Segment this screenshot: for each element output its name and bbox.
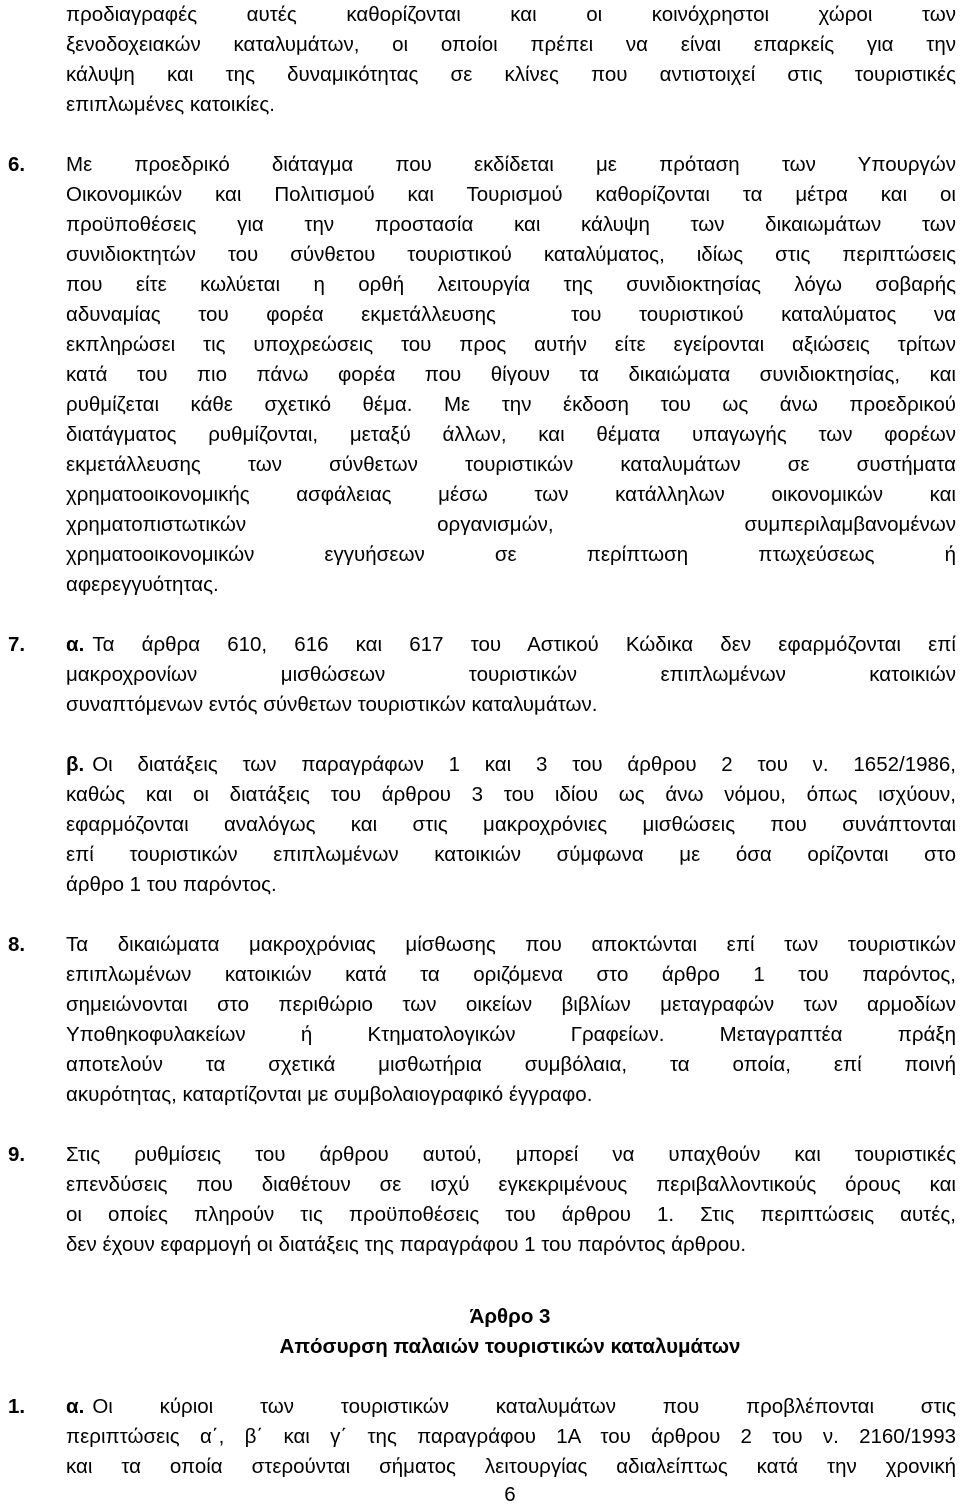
text-line: αποτελούν τα σχετικά μισθωτήρια συμβόλαια, τα οποία, επί ποινή [66,1053,956,1076]
text-line: προδιαγραφές αυτές καθορίζονται και οι κοινόχρηστοι χώροι των [66,3,956,26]
text-line: διατάγματος ρυθμίζονται, μεταξύ άλλων, και θέματα υπαγωγής των φορέων [66,423,956,446]
text-line: καθώς και οι διατάξεις του άρθρου 3 του ιδίου ως άνω νόμου, όπως ισχύουν, [66,783,956,806]
text-line: επενδύσεις που διαθέτουν σε ισχύ εγκεκριμένους περιβαλλοντικούς όρους και [66,1173,956,1196]
text-line: χρηματοπιστωτικών οργανισμών, συμπεριλαμβανομένων [66,513,956,536]
text-line: επιπλωμένες κατοικίες. [66,93,275,116]
text-line: δεν έχουν εφαρμογή οι διατάξεις της παραγράφου 1 του παρόντος άρθρου. [66,1233,747,1256]
text-line: Τα δικαιώματα μακροχρόνιας μίσθωσης που αποκτώνται επί των τουριστικών [66,933,956,956]
text-line: συναπτόμενων εντός σύνθετων τουριστικών καταλυμάτων. [66,693,598,716]
text-line: ακυρότητας, καταρτίζονται με συμβολαιογραφικό έγγραφο. [66,1083,593,1106]
page-number: 6 [504,1483,516,1506]
paragraph-number: 8. [8,933,26,956]
text-line: προϋποθέσεις για την προστασία και κάλυψη των δικαιωμάτων των [66,213,956,236]
text-line: εκμετάλλευσης των σύνθετων τουριστικών καταλυμάτων σε συστήματα [66,453,956,476]
text-line: οι οποίες πληρούν τις προϋποθέσεις του άρθρου 1. Στις περιπτώσεις αυτές, [66,1203,956,1226]
subparagraph-label: α. [66,633,85,656]
subparagraph-label: α. [66,1395,85,1418]
text-line: εφαρμόζονται αναλόγως και στις μακροχρόνιες μισθώσεις που συνάπτονται [66,813,956,836]
text-line: κάλυψη και της δυναμικότητας σε κλίνες που αντιστοιχεί στις τουριστικές [66,63,956,86]
subparagraph-a-first-line [66,632,956,658]
text-line: αδυναμίας του φορέα εκμετάλλευσης του τουριστικού καταλύματος να [66,303,956,326]
text-line: επί τουριστικών επιπλωμένων κατοικιών σύμφωνα με όσα ορίζονται στο [66,843,956,866]
text-line: χρηματοοικονομικών εγγυήσεων σε περίπτωση πτωχεύσεως ή [66,543,956,566]
paragraph-number: 7. [8,633,26,656]
text-line: ρυθμίζεται κάθε σχετικό θέμα. Με την έκδοση του ως άνω προεδρικού [66,393,956,416]
text-line: άρθρο 1 του παρόντος. [66,873,277,896]
text-line: που είτε κωλύεται η ορθή λειτουργία της συνιδιοκτησίας λόγω σοβαρής [66,273,956,296]
text-line: Τα άρθρα 610, 616 και 617 του Αστικού Κώδικα δεν εφαρμόζονται επί [92,633,956,656]
text-line: περιπτώσεις α΄, β΄ και γ΄ της παραγράφου 1Α του άρθρου 2 του ν. 2160/1993 [66,1425,956,1448]
paragraph-number: 9. [8,1143,26,1166]
text-line: επιπλωμένων κατοικιών κατά τα οριζόμενα στο άρθρο 1 του παρόντος, [66,963,956,986]
text-line: Στις ρυθμίσεις του άρθρου αυτού, μπορεί να υπαχθούν και τουριστικές [66,1143,956,1166]
text-line: σημειώνονται στο περιθώριο των οικείων βιβλίων μεταγραφών των αρμοδίων [66,993,956,1016]
text-line: ξενοδοχειακών καταλυμάτων, οι οποίοι πρέπει να είναι επαρκείς για την [66,33,956,56]
text-line: Με προεδρικό διάταγμα που εκδίδεται με πρόταση των Υπουργών [66,153,956,176]
text-line: Υποθηκοφυλακείων ή Κτηματολογικών Γραφείων. Μεταγραπτέα πράξη [66,1023,956,1046]
text-line: χρηματοοικονομικής ασφάλειας μέσω των κατάλληλων οικονομικών και [66,483,956,506]
paragraph-number: 1. [8,1395,26,1418]
article-number: Άρθρο 3 [469,1305,551,1328]
text-line: Οικονομικών και Πολιτισμού και Τουρισμού καθορίζονται τα μέτρα και οι [66,183,956,206]
text-line: κατά του πιο πάνω φορέα που θίγουν τα δικαιώματα συνιδιοκτησίας, και [66,363,956,386]
text-line: και τα οποία στερούνται σήματος λειτουργίας αδιαλείπτως κατά την χρονική [66,1455,956,1478]
subparagraph-a-first-line [66,1394,956,1420]
text-line: αφερεγγυότητας. [66,573,219,596]
text-line: Οι κύριοι των τουριστικών καταλυμάτων που προβλέπονται στις [92,1395,956,1418]
text-line: μακροχρονίων μισθώσεων τουριστικών επιπλωμένων κατοικιών [66,663,956,686]
text-line: Οι διατάξεις των παραγράφων 1 και 3 του άρθρου 2 του ν. 1652/1986, [92,753,956,776]
article-title: Απόσυρση παλαιών τουριστικών καταλυμάτων [279,1335,741,1358]
paragraph-number: 6. [8,153,26,176]
subparagraph-b-first-line [66,752,956,778]
text-line: συνιδιοκτητών του σύνθετου τουριστικού καταλύματος, ιδίως στις περιπτώσεις [66,243,956,266]
text-line: εκπληρώσει τις υποχρεώσεις του προς αυτήν είτε εγείρονται αξιώσεις τρίτων [66,333,956,356]
subparagraph-label: β. [66,753,85,776]
